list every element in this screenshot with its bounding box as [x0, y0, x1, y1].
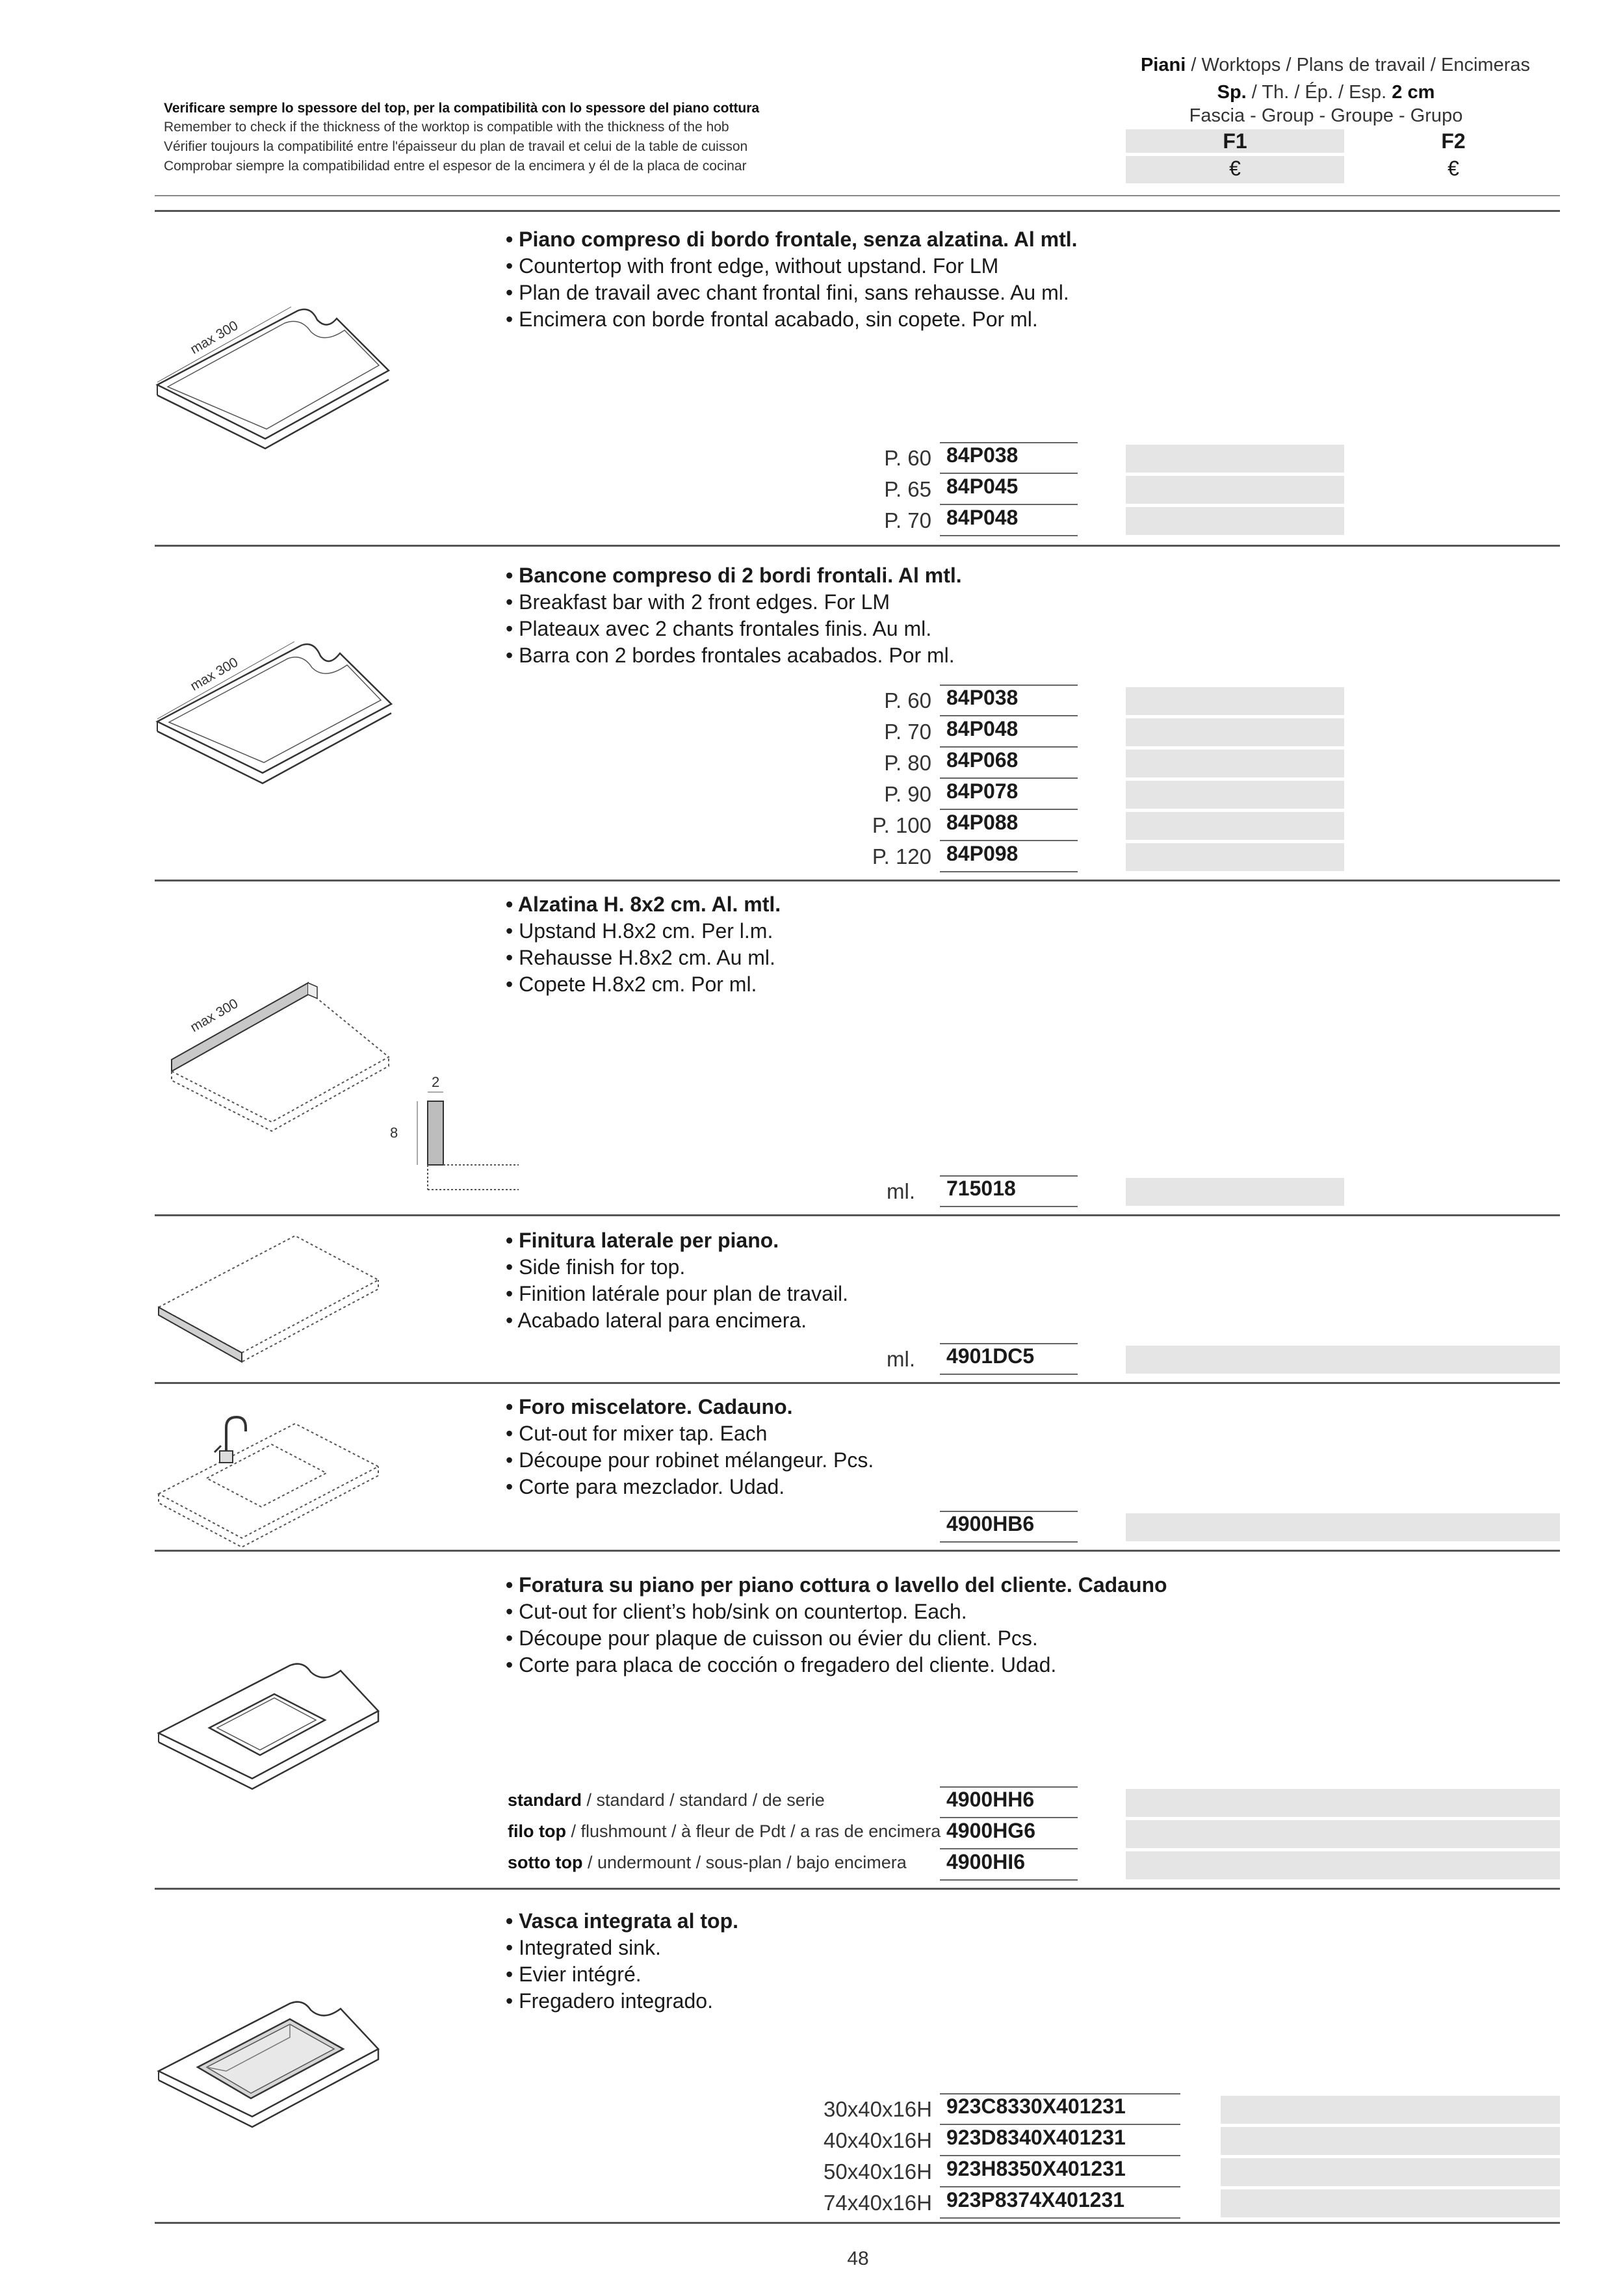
- section-description: • Bancone compreso di 2 bordi frontali. Al mtl. • Breakfast bar with 2 front edges. For LM • Plateaux avec 2 chants frontales finis. Au ml. • Barra con 2 bordes frontales acabados. Por ml.: [506, 562, 962, 669]
- product-code: 84P038: [940, 686, 1078, 716]
- row-label: 40x40x16H: [824, 2128, 932, 2152]
- integrated-sink-illustration: [155, 1989, 402, 2139]
- product-code: 84P068: [940, 748, 1078, 779]
- row-label: 50x40x16H: [824, 2159, 932, 2184]
- row-label: filo top / flushmount / à fleur de Pdt / a ras de encimera: [508, 1821, 941, 1841]
- breakfast-bar-illustration: [155, 627, 402, 790]
- f2-column-label: F2: [1441, 129, 1466, 153]
- price-cell: [1126, 1513, 1560, 1541]
- dimension-label: max 300: [188, 655, 241, 694]
- product-code: 84P048: [940, 717, 1078, 748]
- row-label: P. 90: [884, 782, 931, 806]
- price-cell: [1126, 1346, 1560, 1374]
- product-code: 4901DC5: [940, 1344, 1078, 1375]
- product-code: 84P098: [940, 842, 1078, 872]
- row-label: standard / standard / standard / de serie: [508, 1790, 825, 1810]
- price-cell-f1: [1126, 687, 1344, 715]
- row-label: P. 80: [884, 751, 931, 775]
- product-code: 923D8340X401231: [940, 2126, 1180, 2156]
- section-description: • Foro miscelatore. Cadauno. • Cut-out for mixer tap. Each • Découpe pour robinet mélangeur. Pcs. • Corte para mezclador. Udad.: [506, 1394, 874, 1500]
- product-code: 84P038: [940, 443, 1078, 474]
- price-cell: [1221, 2158, 1560, 2186]
- row-label: P. 70: [884, 720, 931, 744]
- mixer-tap-cutout-illustration: [155, 1391, 402, 1554]
- row-label: sotto top / undermount / sous-plan / bajo encimera: [508, 1853, 907, 1872]
- section-divider: [155, 545, 1560, 547]
- note-es: Comprobar siempre la compatibilidad entre el espesor de la encimera y él de la placa de cocinar: [164, 159, 747, 174]
- f1-column-label: F1: [1223, 129, 1247, 153]
- dimension-label: max 300: [188, 318, 241, 358]
- price-cell-f1: [1126, 476, 1344, 504]
- upstand-illustration: [155, 975, 519, 1196]
- price-cell-f1: [1126, 718, 1344, 746]
- section-divider: [155, 1214, 1560, 1216]
- price-cell-f1: [1126, 812, 1344, 840]
- countertop-illustration: [155, 293, 402, 449]
- price-cell-f1: [1126, 507, 1344, 535]
- price-cell-f1: [1126, 1178, 1344, 1206]
- section-description: • Alzatina H. 8x2 cm. Al. mtl. • Upstand H.8x2 cm. Per l.m. • Rehausse H.8x2 cm. Au ml. • Copete H.8x2 cm. Por ml.: [506, 891, 781, 998]
- f2-currency: €: [1448, 157, 1459, 180]
- note-en: Remember to check if the thickness of the worktop is compatible with the thickness of the hob: [164, 120, 729, 135]
- product-code: 4900HH6: [940, 1788, 1078, 1818]
- price-cell: [1126, 1789, 1560, 1817]
- row-label: P. 70: [884, 508, 931, 532]
- profile-height-label: 8: [390, 1125, 398, 1141]
- product-code: 923C8330X401231: [940, 2094, 1180, 2125]
- category-title: Piani / Worktops / Plans de travail / Encimeras: [1140, 55, 1530, 75]
- row-label: P. 100: [872, 813, 931, 837]
- note-it: Verificare sempre lo spessore del top, per la compatibilità con lo spessore del piano cottura: [164, 101, 760, 116]
- product-code: 84P078: [940, 779, 1078, 810]
- section-description: • Vasca integrata al top. • Integrated sink. • Evier intégré. • Fregadero integrado.: [506, 1908, 738, 2015]
- row-label: 30x40x16H: [824, 2097, 932, 2121]
- divider: [155, 210, 1560, 212]
- thickness-label: Sp. / Th. / Ép. / Esp. 2 cm: [1217, 82, 1435, 103]
- side-finish-illustration: [155, 1232, 402, 1368]
- group-label: Fascia - Group - Groupe - Grupo: [1189, 105, 1463, 126]
- product-code: 923H8350X401231: [940, 2157, 1180, 2187]
- price-cell: [1221, 2127, 1560, 2155]
- divider: [155, 195, 1560, 196]
- row-label: P. 60: [884, 446, 931, 470]
- section-divider: [155, 1550, 1560, 1552]
- product-code: 84P088: [940, 811, 1078, 841]
- product-code: 715018: [940, 1177, 1078, 1207]
- price-cell-f1: [1126, 445, 1344, 473]
- price-cell: [1221, 2189, 1560, 2217]
- f1-currency: €: [1229, 157, 1241, 180]
- product-code: 84P048: [940, 506, 1078, 536]
- product-code: 923P8374X401231: [940, 2188, 1180, 2219]
- price-cell: [1126, 1820, 1560, 1848]
- price-cell: [1126, 1851, 1560, 1879]
- product-code: 4900HI6: [940, 1850, 1078, 1881]
- price-cell-f1: [1126, 750, 1344, 777]
- note-fr: Vérifier toujours la compatibilité entre l'épaisseur du plan de travail et celui de la table de cuisson: [164, 139, 748, 154]
- row-label: P. 60: [884, 688, 931, 712]
- hob-sink-cutout-illustration: [155, 1651, 402, 1801]
- product-code: 4900HG6: [940, 1819, 1078, 1849]
- product-code: 4900HB6: [940, 1512, 1078, 1543]
- dimension-label: max 300: [188, 996, 241, 1036]
- row-label: ml.: [887, 1347, 915, 1371]
- page-number: 48: [847, 2248, 869, 2269]
- price-cell-f1: [1126, 781, 1344, 809]
- section-description: • Finitura laterale per piano. • Side finish for top. • Finition latérale pour plan de travail. • Acabado lateral para encimera.: [506, 1227, 848, 1334]
- row-label: P. 120: [872, 844, 931, 868]
- section-divider: [155, 1888, 1560, 1890]
- section-divider: [155, 2222, 1560, 2224]
- row-label: 74x40x16H: [824, 2191, 932, 2215]
- price-cell-f1: [1126, 843, 1344, 871]
- section-description: • Foratura su piano per piano cottura o lavello del cliente. Cadauno • Cut-out for client’s hob/sink on countertop. Each. • Découpe pour plaque de cuisson ou évier du client. Pcs. • Corte para placa de cocción o fregadero del cliente. Udad.: [506, 1572, 1167, 1678]
- row-label: P. 65: [884, 477, 931, 501]
- section-divider: [155, 880, 1560, 881]
- row-label: ml.: [887, 1179, 915, 1203]
- section-description: • Piano compreso di bordo frontale, senza alzatina. Al mtl. • Countertop with front edge, without upstand. For LM • Plan de travail avec chant frontal fini, sans rehausse. Au ml. • Encimera con borde frontal acabado, sin copete. Por ml.: [506, 226, 1078, 333]
- product-code: 84P045: [940, 475, 1078, 505]
- price-cell: [1221, 2096, 1560, 2124]
- profile-width-label: 2: [432, 1074, 440, 1090]
- section-divider: [155, 1382, 1560, 1384]
